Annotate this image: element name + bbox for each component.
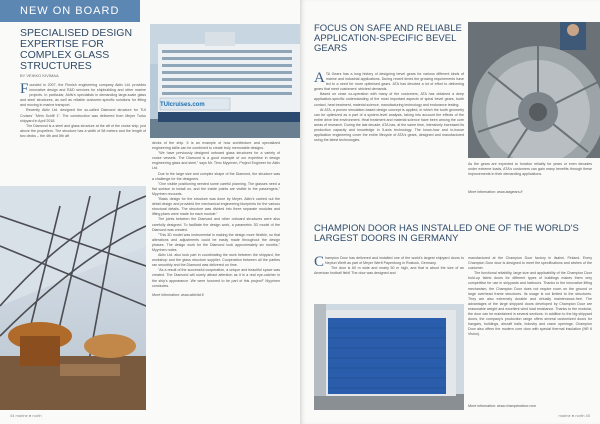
right-article2-title: CHAMPION DOOR HAS INSTALLED ONE OF THE WORLD'S LARGEST DOORS IN GERMANY [314,223,579,244]
cruise-ship-photo [150,24,300,138]
cruise-ship-image [150,24,300,138]
left-article-col2 [152,141,280,409]
right1-col1-p2: Based on close co-operation with many of the customers, ATA has obtained a deep application-specific understanding of the most important aspects of spiral bevel gears, tooth contact, heat treatment, material science, manufacturing technology and endurance testing. [314,92,464,107]
bevel-gear-image [468,22,600,158]
right1-col1-p1: TA Gears has a long history of designing bevel gears for various different kinds of marine and industrial applications. During recent times the growing requirements have led to a need for more optimised gears. ATA has devoted a lot of effort to delivering gears that meet customers' strictest demands. [314,72,464,92]
left-col1-p3: The Diamond is a steel and glass structure at the aft of the cruise ship, just above the propellers. The structure has a width of 58 meters and the length of two decks – the 4th and 5th aft [20,123,146,138]
shipyard-door-photo [314,304,464,410]
right-footer: marine ● north 45 [558,413,590,418]
left-footer: 44 marine ● north [10,413,42,418]
shipyard-door-image [314,304,464,410]
left-article-byline: BY VEIKKO KIVIMAA [20,73,59,78]
ship-sign: TUIcruises.com [160,102,205,108]
right-article1-more: More information: www.atagears.fi [468,190,523,194]
bevel-gear-photo [468,22,600,158]
left-col2-p2: "We have previously designed onboard glass structures for a variety of cruise vessels. The Diamond is a good example of our expertise in design engineering glass and steel," says Mr. Timo Myyrinen, Project Engineer for Aktiv Ltd. [152,151,280,171]
left-col2-p6: The joints between the Diamond and other onboard structures were also carefully designed. To facilitate the design work, a parametric 3D model of the Diamond was created. [152,217,280,232]
left-col2-p8: Aktiv Ltd. also took part in coordinating the work between the shipyard, the workshop and the glass structure supplier. Cooperation between all the parties ran smoothly and the Diamond was delivered on time. [152,253,280,268]
right-article2-col2 [468,256,592,406]
diamond-interior-photo [0,186,146,410]
left-article-col1 [20,83,146,183]
right2-col1-p2: The door is 60 m wide and nearly 50 m high, and that is about the size of an American football field! The door was designed and [314,266,464,276]
right2-col2-p2: The functional reliability, large size and applicability of the Champion Door hold-up fabric doors for different types of buildings makes them very competitive for use in shipyards and harbours. Thanks to the innovative lifting mechanism, the Champion Door does not require room on the ground or large overhead frame structures. Its usage is not limited to the structures. They are also extremely durable and virtually maintenance-free. The advantages of the large shipyard doors developed by Champion Door are reasonable weight and excellent wind load resistance. Thanks to the modular, the door can be maintained in several sections. In addition to the big shipyard doors, the company's production range offers several customized doors for hangars, buildings, aircraft halls, industry and crane openings. Champion Door also offers the modern core door with special thermal insulation (NR 6 Vision). [468,271,592,337]
right-article2-more: More information: www.championdoor.com [468,404,536,408]
left-article-dropcap: F [20,83,29,97]
section-tab: NEW ON BOARD [0,0,140,22]
diamond-interior-image [0,186,146,410]
left-col2-p3: Due to the large size and complex shape of the Diamond, the structure was a challenge for the designers. [152,171,280,181]
right1-col2-p1: As the gears are expected to function reliably for years or even decades under extreme loads, ATA's customers can gain many benefits through these improvements in their demanding applications. [468,162,592,177]
left-col2-p9: "As a result of the successful cooperation, a unique and beautiful space was created. The Diamond will surely attract attention as it is a real eye-catcher in the ship's appearance. We were honored to be part of this project!" Myyrinen concludes. [152,268,280,288]
left-col1-p2: Recently Aktiv Ltd. designed the so-called Diamond structure for TUI Cruises' "Mein Schiff 1". The construction was delivered from Meyer Turku shipyard in April 2018. [20,108,146,123]
right-article1-col1 [314,72,464,202]
left-col2-p5: "Basic design for the structure was done by Meyer. Aktiv's carried out the detail design and provided the mechanical engineering blueprints for the various structural details. The structure was divided into three separate modules and lifting plans were made for each module." [152,197,280,217]
left-article-title: SPECIALISED DESIGN EXPERTISE FOR COMPLEX GLASS STRUCTURES [20,27,133,73]
right2-col2-p1: manufactured at the Champion Door factory in Iisalmi, Finland. Every Champion Door door is designed to meet the specifications and wishes of the customer. [468,256,592,271]
left-col2-p1: decks of the ship. It is an example of how architecture and specialized engineering skills can be combined to create truly memorable designs. [152,141,280,151]
left-article-more: More information: www.aktivltd.fi [152,292,204,297]
left-col2-p4: "One visible positioning needed some careful planning. The glasses need a flat surface to install on, and the inside points are visible to the passengers," Myyrinen recounts. [152,181,280,196]
right-article2-dropcap: C [314,256,325,270]
left-col2-p7: "This 3D model was instrumental in making the design more flexible, so that alterations and adjustments could be easily made throughout the design phases. The design work for the Diamond took approximately six months," Myyrinen notes. [152,232,280,252]
right1-col1-p3: At ATA, a proven simulation-based design concept is applied, in which the tooth geometry can be optimized as a part of a system-level analysis, taking into account the effects of the entire drive line environment. Heat treatment and material science have been among the core areas of research. During the last decade, ATA has, at the same time, intensively increased its production capacity and knowledge in 5-axis technology. The know-how and in-house application engineering cover the entire lifecycle of ATA's gears, designed and manufactured using the latest technologies. [314,107,464,143]
right-article1-title: FOCUS ON SAFE AND RELIABLE APPLICATION-SPECIFIC BEVEL GEARS [314,23,462,54]
right2-col1-p1: hampion Door has delivered and installed one of the world's largest shipyard doors to Neptun Werft as part of Meyer Werft Papenburg in Rostock, Germany. [325,256,464,266]
right-page [300,0,600,424]
left-col1-p1: ounded in 2007, the Finnish engineering company Aktiv Ltd. provides innovative design and R&D services for shipbuilding and other marine projects. In particular, Aktiv's specialists in demanding large-scale glass and steel structures, as well as reliable customer-specific solutions for lifting and moving in marine transport. [20,83,146,108]
right-article2-col1 [314,256,464,304]
right-article1-dropcap: A [314,72,325,86]
